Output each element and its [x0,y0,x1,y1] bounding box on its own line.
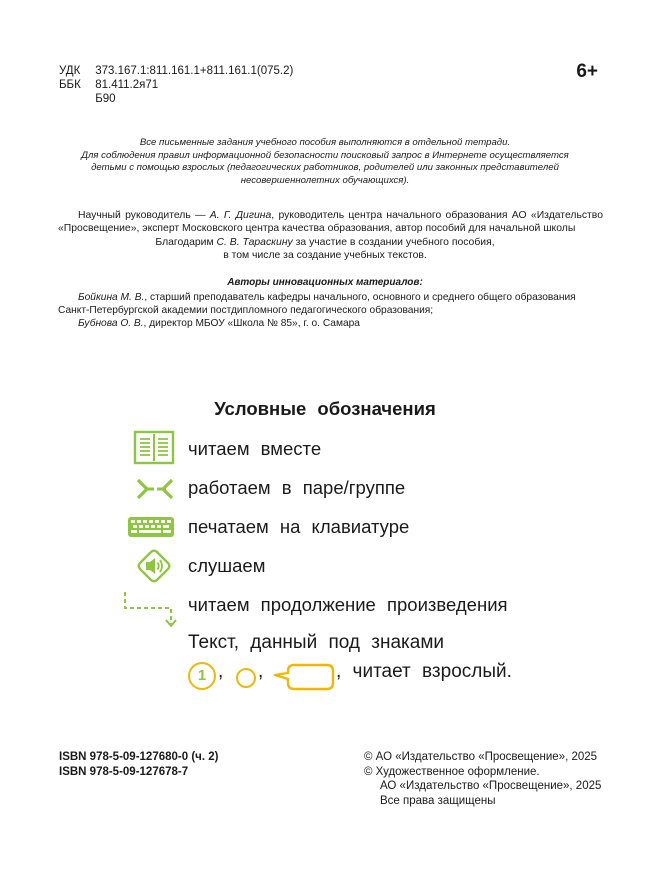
notice-line: Все письменные задания учебного пособия выполняются в отдельной тетради. [139,137,511,148]
thanks-rest: за участие в создании учебного пособия, [292,237,495,248]
legend-item-read-together: читаем вместе [188,438,322,459]
book-icon [133,430,175,466]
legend-item-continue-reading: читаем продолжение произведения [188,594,508,615]
isbn-block [59,750,218,779]
isbn-line: ISBN 978-5-09-127680-0 (ч. 2) [59,751,219,763]
bbk-key: ББК [59,79,81,91]
keyboard-icon [127,516,175,538]
thanks-line-2: в том числе за создание учебных текстов. [223,250,427,262]
thanks-line-1 [60,236,590,249]
empty-circle-icon [236,668,256,688]
notice-line: Для соблюдения правил информационной безопасности поисковый запрос в Интернете осуществляется [81,149,569,161]
author-1 [58,292,603,305]
author-mark-row [59,92,116,106]
speaker-icon [134,546,174,586]
author-1-name: Бойкина М. В. [78,292,145,303]
notice-line: детьми с помощью взрослых (педагогических работников, родителей или законных представителей [91,162,559,174]
speech-bubble-icon [272,662,336,692]
thanks-paragraph [60,236,590,263]
notice-block [60,137,590,187]
udk-value: 373.167.1:811.161.1+811.161.1(075.2) [95,65,294,77]
supervisor-paragraph [58,209,603,236]
authors-heading: Авторы инновационных материалов: [227,277,423,288]
thanks-name: С. В. Тараскину [216,237,293,248]
copyright-line: © АО «Издательство «Просвещение», 2025 [364,751,598,763]
author-1-cont: Санкт-Петербургской академии постдипломного педагогического образования; [58,304,434,316]
author-2 [58,318,603,331]
supervisor-prefix: Научный руководитель — [78,210,210,221]
note-comma: , [258,661,264,682]
bbk-row [59,78,158,92]
supervisor-name: А. Г. Дигина [209,210,272,221]
copyright-block [364,750,601,808]
author-mark-value: Б90 [95,93,116,105]
author-1-text: , старший преподаватель кафедры начального, основного и среднего общего образования [144,292,576,303]
udk-row [59,64,293,78]
number-circle-icon: 1 [188,662,216,690]
pair-arrows-icon [136,478,174,500]
author-2-name: Бубнова О. В. [78,317,144,329]
author-2-text: , директор МБОУ «Школа № 85», г. о. Самара [143,317,360,329]
legend-title: Условные обозначения [214,398,436,419]
age-rating: 6+ [576,61,598,82]
udk-key: УДК [59,65,81,77]
copyright-line: АО «Издательство «Просвещение», 2025 [380,780,602,792]
dashed-arrow-icon [119,590,181,630]
note-comma: , [218,661,224,682]
notice-line: несовершеннолетних обучающихся). [240,174,410,186]
copyright-line: © Художественное оформление. [364,765,540,778]
supervisor-text: , руководитель центра начального образования АО «Издательство «Просвещение», эксперт Московского центра качества образования, автор пособий для начальной школы [58,210,603,235]
legend-item-keyboard: печатаем на клавиатуре [188,516,410,537]
legend-item-listen: слушаем [188,555,266,576]
legend-item-pair-work: работаем в паре/группе [188,477,406,498]
adult-reads-note: Текст, данный под знаками [188,632,445,653]
bbk-value: 81.411.2я71 [95,79,159,91]
copyright-line: Все права защищены [380,794,496,807]
note-end: , читает взрослый. [336,661,512,682]
isbn-line: ISBN 978-5-09-127678-7 [59,765,189,778]
authors-list [58,292,603,330]
thanks-prefix: Благодарим [155,237,217,248]
